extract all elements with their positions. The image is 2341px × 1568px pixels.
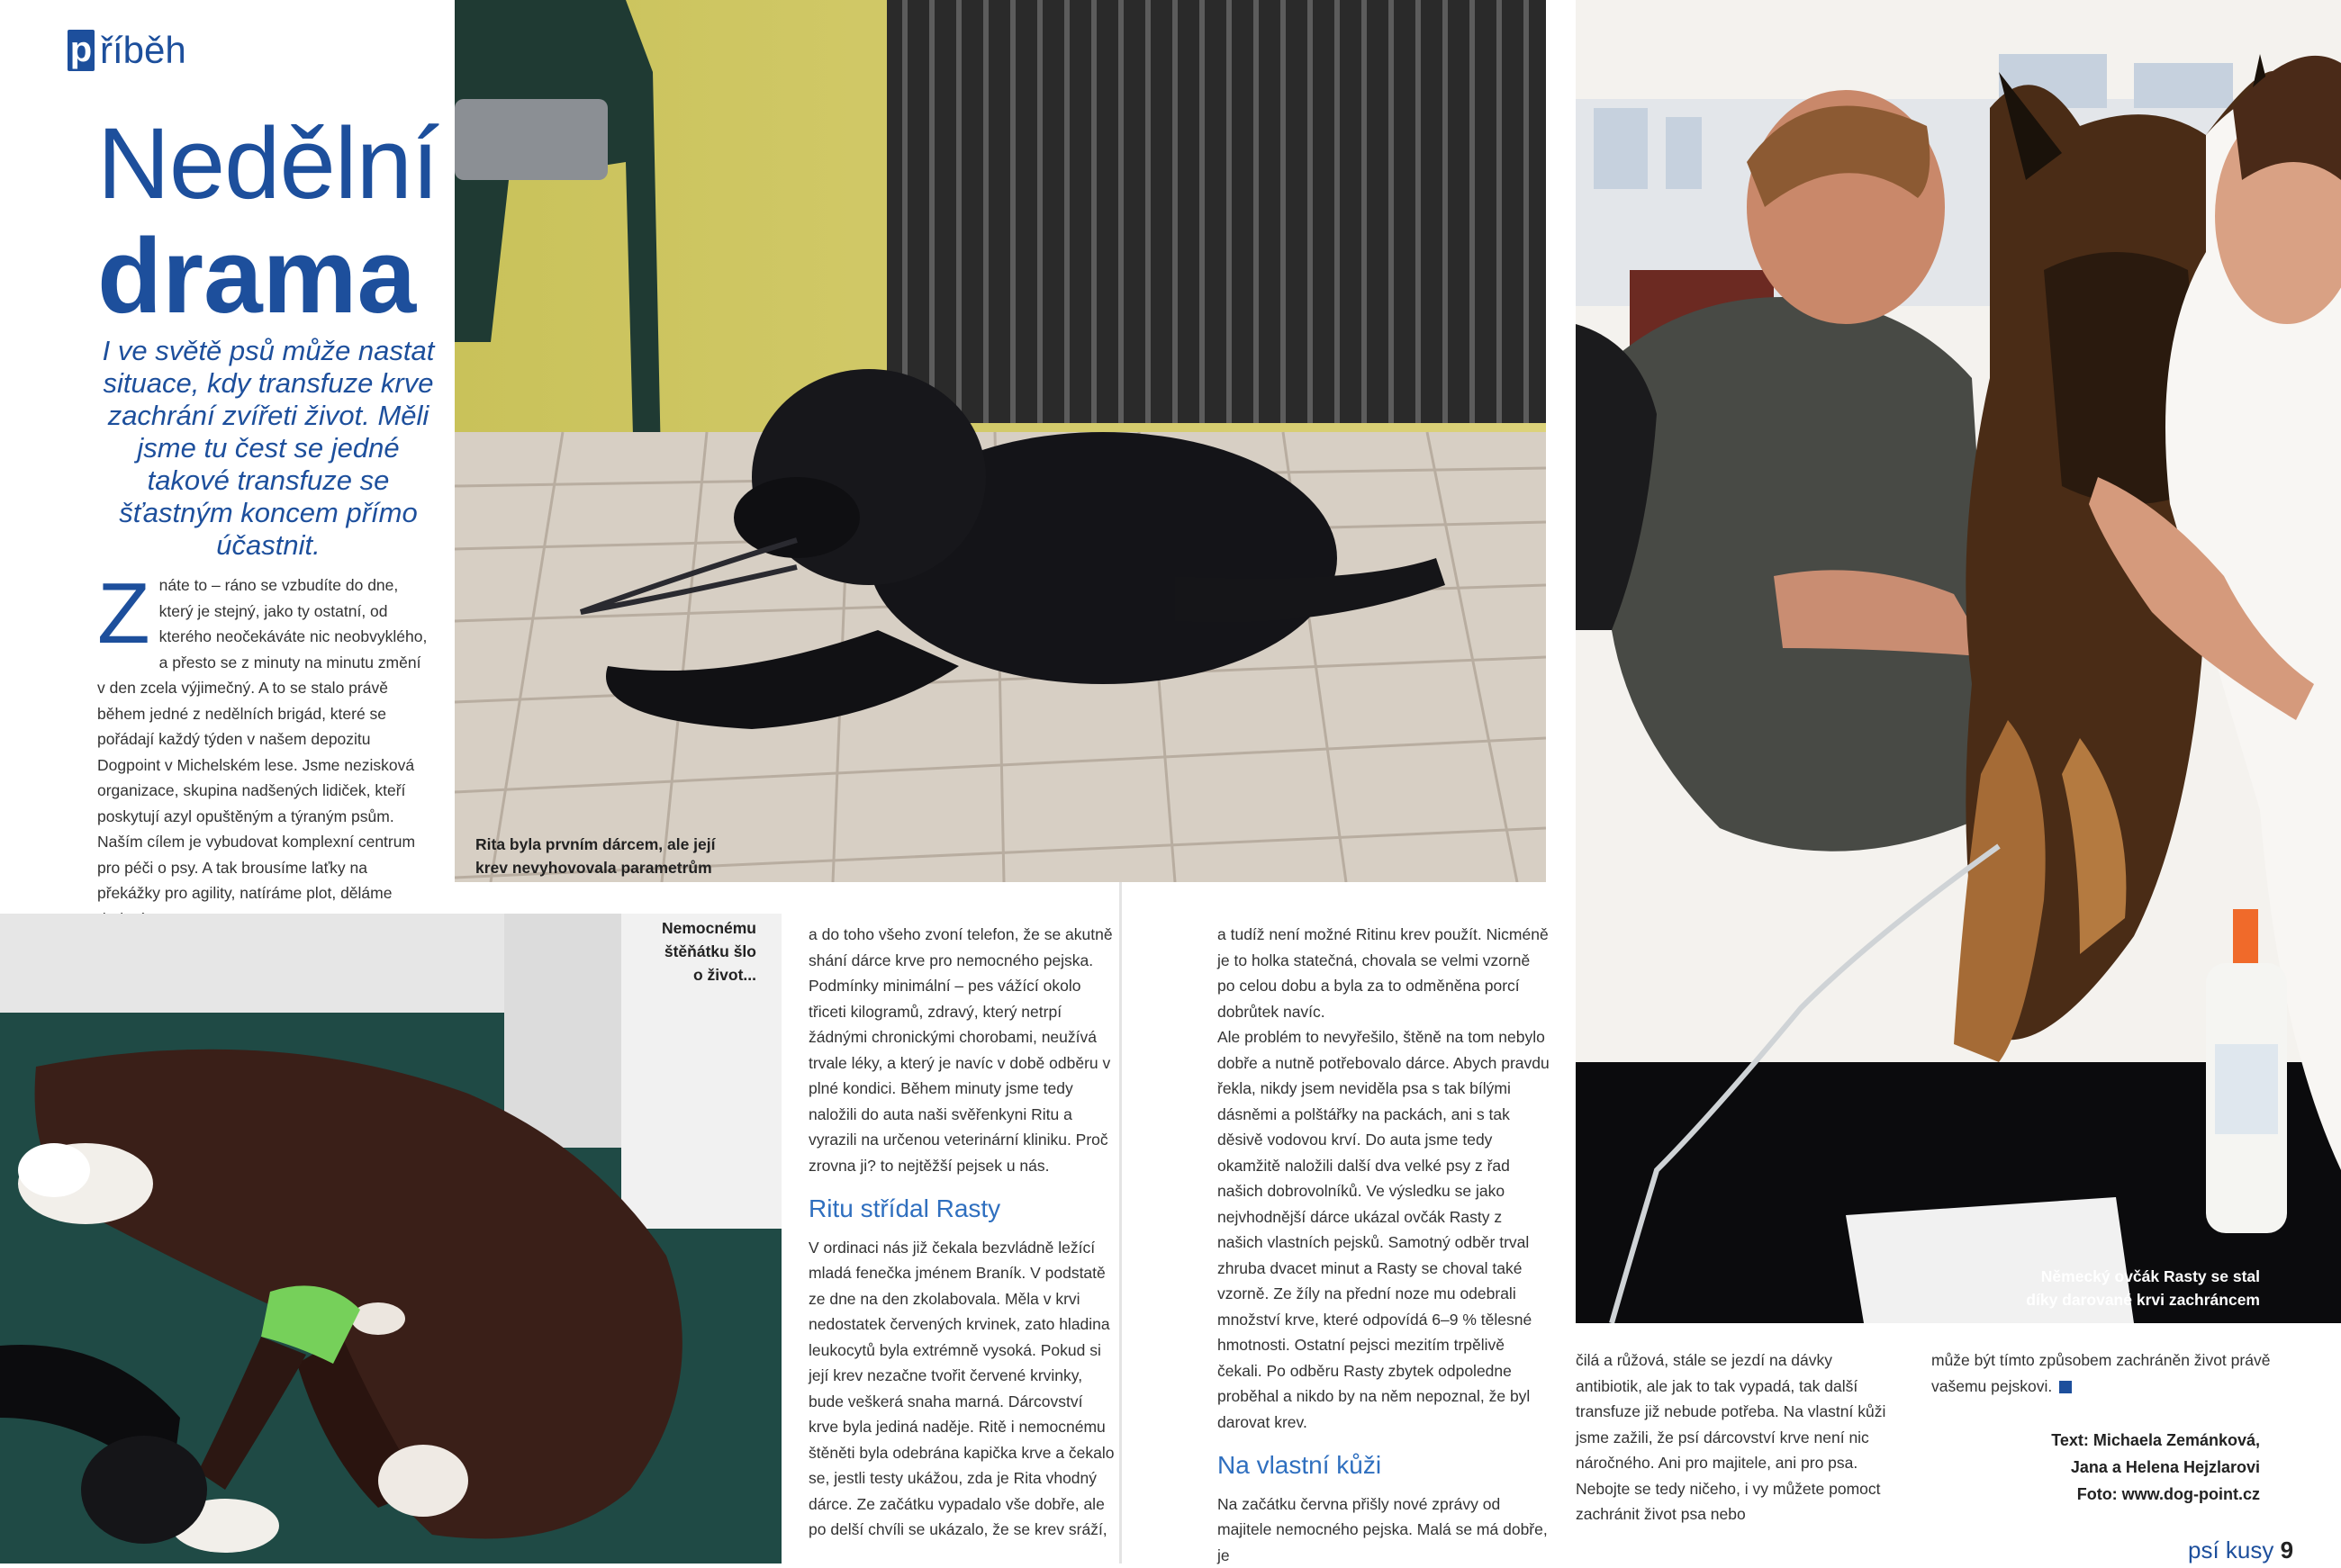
lede-paragraph: I ve světě psů může nastat situace, kdy transfuze krve zachrání zvířeti život. Měli jsme tu čest se jedné takové transfuze se šťastným koncem přímo účastnit. [97,335,439,562]
credits-line-2: Jana a Helena Hejzlarovi [1981,1454,2260,1481]
credits-line-3: Foto: www.dog-point.cz [1981,1481,2260,1508]
caption-rita: Rita byla prvním dárcem, ale její krev nevyhovovala parametrům [475,833,746,879]
column-3-paragraph-1: a tudíž není možné Ritinu krev použít. Nicméně je to holka statečná, chovala se velmi vzorně po celou dobu a byla za to odměněna porcí dobrůtek navíc. [1217,922,1550,1024]
section-letter-box: p [68,30,95,71]
article-end-mark [2059,1381,2072,1393]
title-line-1: Nedělní [97,113,438,214]
column-1-text: náte to – ráno se vzbudíte do dne, který je stejný, jako ty ostatní, od kterého neočekáváte nic neobvyklého, a přesto se z minuty na minutu změní v den zcela výjimečný. A to se stalo právě během jedné z nedělních brigád, které se pořádají každý týden v našem depozitu Dogpoint v Michelském lese. Jsme nezisková organizace, skupina nadšených lidiček, kteří poskytují azyl opuštěným a týraným psům. Naším cílem je vybudovat komplexní centrum pro péči o psy. A tak brousíme laťky na překážky pro agility, natíráme plot, děláme [97,576,427,928]
column-2-paragraph-1: a do toho všeho zvoní telefon, že se akutně shání dárce krve pro nemocného pejska. Podmínky minimální – pes vážící okolo třiceti kilogramů, zdravý, který netrpí žádnými chronickými chorobami, neužívá trvale léky, a který je navíc v době odběru v plné kondici. Během minuty jsme tedy naložili do auta naši svěřenkyni Ritu a vyrazili na určenou veterinární kliniku. Proč zrovna ji? to nejtěžší pejsek u nás. [809,922,1115,1178]
caption-rasty: Německý ovčák Rasty se stal díky darované krvi zachráncem [2008,1265,2260,1311]
column-3-paragraph-3: Na začátku června přišly nové zprávy od majitele nemocného pejska. Malá se má dobře, je [1217,1491,1550,1568]
column-5-text: může být tímto způsobem zachráněn život právě vašemu pejskovi. [1931,1351,2270,1395]
rita-photo-illustration [455,0,1546,882]
column-3-paragraph-2: Ale problém to nevyřešilo, štěně na tom nebylo dobře a nutně potřebovalo dárce. Abych pravdu řekla, nikdy jsem neviděla psa s tak bílými dásněmi a polštářky na packách, ani s tak děsivě vodovou krví. Do auta jsme tedy okamžitě naložili další dva velké psy z řad našich dobrovolníků. Ve výsledku se jako nejvhodnější dárce ukázal ovčák Rasty z našich vlastních pejsků. Samotný odběr trval zhruba dvacet minut a Rasty se choval také vzorně. Ze žíly na přední noze mu odebrali množství krve, které odpovídá 6–9 % tělesné hmotnosti. Ostatní pejsci mezitím trpělivě čekali. Po odběru Rasty zbytek odpoledne proběhal a nikdo by na něm nepoznal, že byl darovat krev. [1217,1024,1550,1435]
rasty-photo-illustration [1576,0,2341,1323]
caption-puppy: Nemocnému štěňátku šlo o život... [659,916,756,987]
page-fold [1119,882,1122,1563]
section-label [68,29,186,72]
section-label-text: říběh [100,29,186,72]
photo-sick-puppy [0,914,782,1563]
photo-rita-lying-dog [455,0,1546,882]
article-column-4: čilá a růžová, stále se jezdí na dávky antibiotik, ale jak to tak vypadá, tak další transfuze již nebude potřeba. Na vlastní kůži jsme zažili, že psí dárcovství krve není nic náročného. Ani pro majitele, ani pro psa. Nebojte se tedy ničeho, i vy můžete pomoct zachránit život psa nebo [1576,1347,1891,1527]
title-line-2: drama [97,223,416,329]
article-column-5 [1931,1347,2273,1399]
page-footer [2188,1536,2293,1564]
photo-rasty-donation [1576,0,2341,1323]
article-column-2 [809,922,1115,1543]
subheading-na-vlastni-kuzi: Na vlastní kůži [1217,1453,1550,1479]
credits-line-1: Text: Michaela Zemánková, [1981,1427,2260,1454]
article-credits [1981,1427,2260,1508]
article-column-1 [97,572,432,932]
footer-magazine-name: psí kusy [2188,1536,2273,1563]
column-2-paragraph-2: V ordinaci nás již čekala bezvládně ležící mladá fenečka jménem Braník. V podstatě ze dne na den zkolabovala. Měla v krvi nedostatek červených krvinek, zato hladina leukocytů byla extrémně vysoká. Pokud si její krev nezačne tvořit červené krvinky, bude veškerá snaha marná. Dárcovství krve byla jediná naděje. Ritě i nemocnému štěněti byla odebrána kapička krve a čekalo se, jestli testy ukážou, zda je Rita vhodný dárce. Ze začátku vypadalo vše dobře, ale po delší chvíli se ukázalo, že se krev sráží, [809,1235,1115,1543]
drop-cap: Z [97,578,150,650]
subheading-ritu-stridal-rasty: Ritu střídal Rasty [809,1196,1115,1222]
page-number: 9 [2281,1536,2293,1563]
puppy-photo-illustration [0,914,782,1563]
article-column-3 [1217,922,1550,1568]
